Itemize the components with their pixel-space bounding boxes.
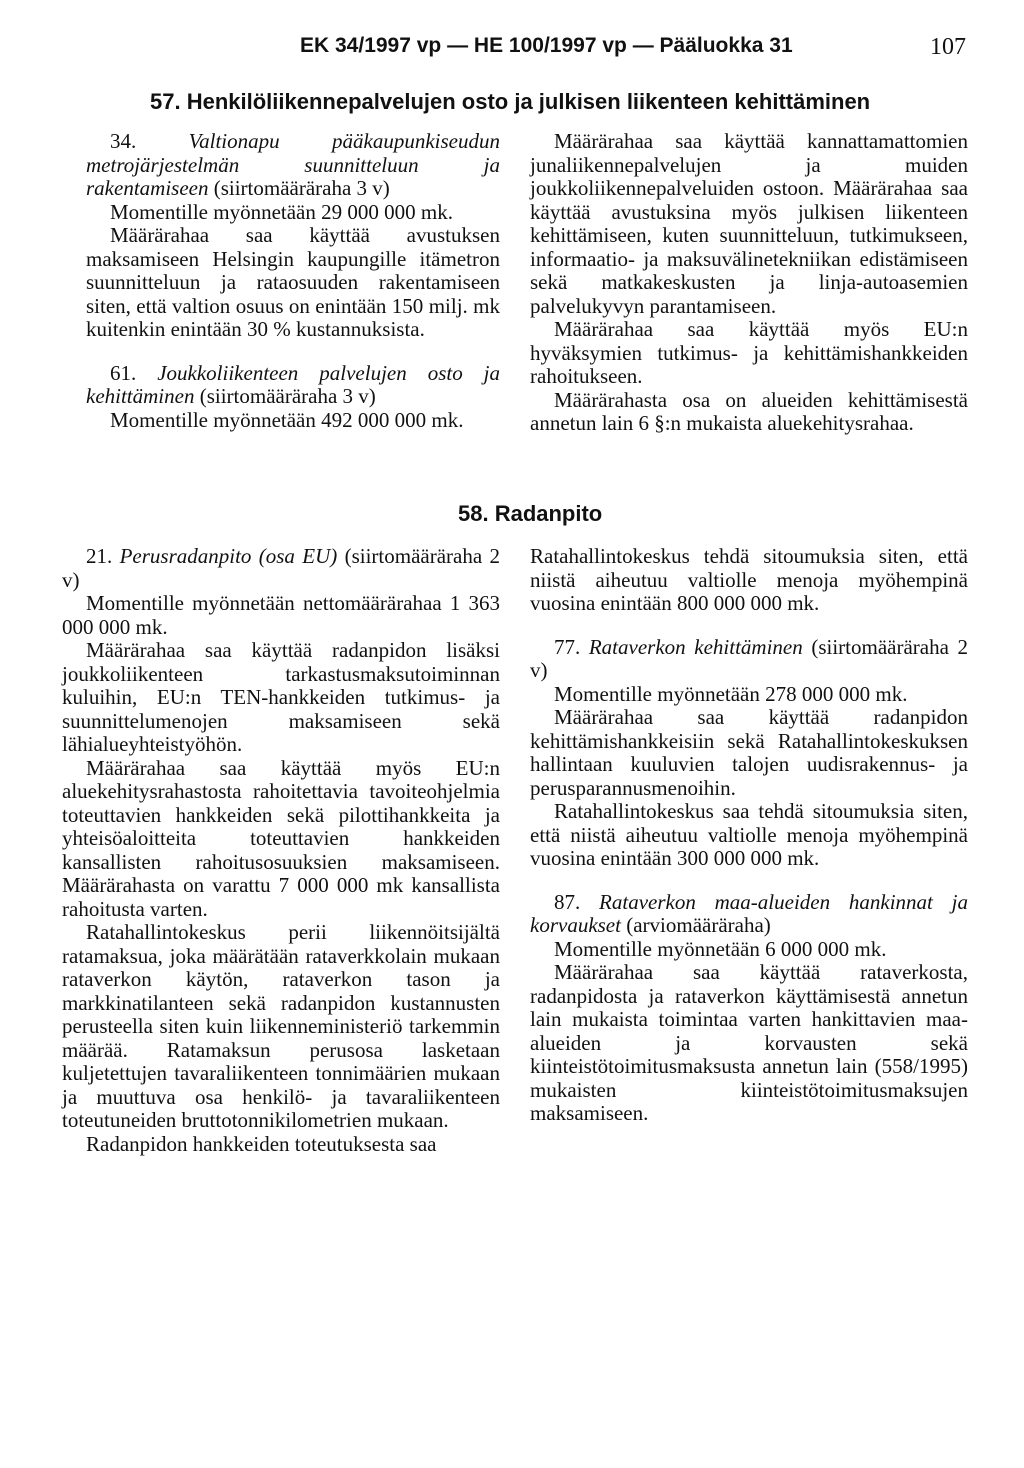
section-58-heading: 58. Radanpito [458,501,603,526]
item-87-type: (arviomääräraha) [626,913,771,937]
item-34-type: (siirtomääräraha 3 v) [213,176,390,200]
section-57-heading: 57. Henkilöliikennepalvelujen osto ja julkisen liikenteen kehittäminen [150,89,871,114]
item-87-number: 87. [554,889,581,914]
item-77-paragraph: Määrärahaa saa käyttää radanpidon kehittämishankkeisiin sekä Ratahallintokeskuksen hallintaan kuuluvien talojen uudisrakennus- ja perusparannusmenoihin. [530,705,968,800]
page-number: 107 [930,34,966,60]
item-21-paragraph: Radanpidon hankkeiden toteutuksesta saa [86,1131,437,1156]
section-57-right-column [530,130,968,436]
item-21 [62,545,500,592]
item-61 [86,362,500,409]
right-paragraph: Määrärahasta osa on alueiden kehittämisestä annetun lain 6 §:n mukaista aluekehitysrahaa. [530,387,968,435]
item-21-number: 21. [86,544,113,568]
item-61-title: Joukkoliikenteen palvelujen osto ja kehittäminen [86,360,501,408]
item-77 [530,636,968,683]
item-77-paragraph: Ratahallintokeskus saa tehdä sitoumuksia siten, että niistä aiheutuu valtiolle menoja myöhempinä vuosina enintään 300 000 000 mk. [530,799,968,870]
item-87-paragraph: Määrärahaa saa käyttää rataverkosta, radanpidosta ja rataverkon käyttämisestä annetun lain mukaista toimintaa varten hankittavien maa-alueiden ja korvausten sekä kiinteistötoimitusmaksusta annetun lain (558/1995) mukaisten kiinteistötoimitusmaksujen maksamiseen. [530,960,968,1125]
item-61-amount: Momentille myönnetään 492 000 000 mk. [110,407,464,432]
section-58-left-column [62,545,500,1156]
right-paragraph: Määrärahaa saa käyttää kannattamattomien junaliikennepalvelujen ja muiden joukkoliikennepalveluiden ostoon. Määrärahaa saa käyttää avustuksina myös julkisen liikenteen kehittämiseen, kuten suunnitteluun, tutkimukseen, informaatio- ja maksuvälinetekniikan edistämiseen sekä matkakeskusten ja linja-autoasemien palvelukyvyn parantamiseen. [530,129,968,318]
item-21-paragraph: Määrärahaa saa käyttää myös EU:n aluekehitysrahastosta rahoitettavia tavoiteohjelmia toteuttavien hankkeiden sekä pilottihankkeita ja yhteisöaloitteita toteuttavien hankkeiden kansallisten rahoitusosuuksien maksamiseen. Määrärahasta on varattu 7 000 000 mk kansallista rahoitusta varten. [62,755,500,921]
section-58-right-column [530,545,968,1126]
item-77-number: 77. [554,634,581,659]
item-34 [86,130,500,201]
item-21-title: Perusradanpito (osa EU) [119,544,338,568]
item-21-type: (siirtomääräraha 2 v) [62,544,501,592]
running-title: EK 34/1997 vp — HE 100/1997 vp — Pääluokka 31 [300,34,793,57]
item-21-paragraph: Määrärahaa saa käyttää radanpidon lisäksi joukkoliikenteen tarkastusmaksutoiminnan kuluihin, EU:n TEN-hankkeiden tutkimus- ja suunnittelumenojen maksamiseen sekä lähialueyhteistyöhön. [62,638,500,756]
item-87 [530,891,968,938]
item-77-amount: Momentille myönnetään 278 000 000 mk. [554,681,908,706]
item-21-amount: Momentille myönnetään nettomäärärahaa 1 363 000 000 mk. [62,591,500,639]
running-header [0,34,1024,64]
item-21-paragraph: Ratahallintokeskus perii liikennöitsijältä ratamaksua, joka määrätään rataverkkolain mukaan rataverkon käytön, rataverkon tason ja markkinatilanteen sekä radanpidon kustannusten perusteella siten kuin liikenneministeriö tarkemmin määrää. Ratamaksun perusosa lasketaan kuljetettujen tavaraliikenteen tonnimäärien mukaan ja muuttuva osa henkilö- ja tavaraliikenteen toteutuneiden bruttotonnikilometrien mukaan. [62,920,500,1132]
item-34-amount: Momentille myönnetään 29 000 000 mk. [110,199,453,224]
item-61-number: 61. [110,360,137,385]
item-21-continuation: Ratahallintokeskus tehdä sitoumuksia siten, että niistä aiheutuu valtiolle menoja myöhempinä vuosina enintään 800 000 000 mk. [530,544,968,615]
item-34-title: Valtionapu pääkaupunkiseudun metrojärjestelmän suunnitteluun ja rakentamiseen [86,129,500,200]
item-77-type: (siirtomääräraha 2 v) [530,634,969,682]
item-87-title: Rataverkon maa-alueiden hankinnat ja korvaukset [530,889,969,937]
right-paragraph: Määrärahaa saa käyttää myös EU:n hyväksymien tutkimus- ja kehittämishankkeiden rahoitukseen. [530,317,968,388]
item-77-title: Rataverkon kehittäminen [588,634,803,659]
item-61-type: (siirtomääräraha 3 v) [199,384,376,408]
section-57-left-column [86,130,500,432]
item-34-text: Määrärahaa saa käyttää avustuksen maksamiseen Helsingin kaupungille itämetron suunnitteluun ja rataosuuden rakentamiseen siten, että valtion osuus on enintään 150 milj. mk kuitenkin enintään 30 % kustannuksista. [86,223,500,341]
item-87-amount: Momentille myönnetään 6 000 000 mk. [554,936,887,961]
item-34-number: 34. [110,129,137,153]
